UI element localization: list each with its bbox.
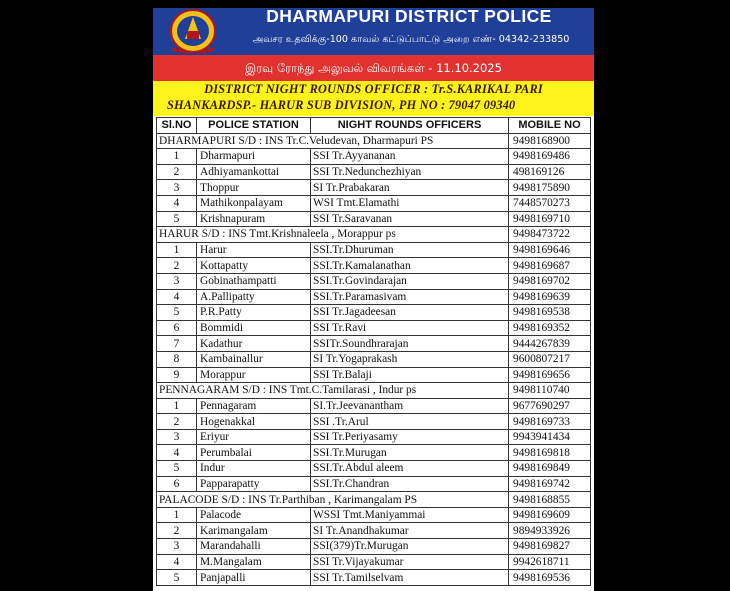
officer-name: SSITr.Soundhrarajan — [311, 336, 509, 352]
table-row — [157, 211, 591, 227]
officer-name: SSI.Tr.Kamalanathan — [311, 258, 509, 274]
officer-name: SSI Tr.Ayyananan — [311, 149, 509, 165]
serial-number: 5 — [157, 461, 197, 477]
serial-number: 3 — [157, 273, 197, 289]
serial-number: 5 — [157, 570, 197, 586]
serial-number: 1 — [157, 149, 197, 165]
mobile-number: 9942618711 — [509, 554, 591, 570]
mobile-number: 9498169710 — [509, 211, 591, 227]
page-title: DHARMAPURI DISTRICT POLICE — [266, 8, 552, 26]
mobile-number: 9600807217 — [509, 351, 591, 367]
table-row — [157, 476, 591, 492]
officer-name: SSI Tr.Tamilselvam — [311, 570, 509, 586]
section-row — [157, 227, 591, 243]
mobile-number: 9498169742 — [509, 476, 591, 492]
mobile-number: 9677690297 — [509, 398, 591, 414]
serial-number: 4 — [157, 195, 197, 211]
serial-number: 3 — [157, 539, 197, 555]
officer-name: SSI.Tr.Abdul aleem — [311, 461, 509, 477]
mobile-number: 9444267839 — [509, 336, 591, 352]
officer-name: SSI.Tr.Dhuruman — [311, 242, 509, 258]
header-banner — [153, 8, 594, 55]
police-document — [153, 8, 594, 591]
section-row — [157, 492, 591, 508]
officer-name: SSI Tr.Saravanan — [311, 211, 509, 227]
section-mobile: 9498168900 — [509, 133, 591, 149]
officer-name: SI Tr.Prabakaran — [311, 180, 509, 196]
table-row — [157, 445, 591, 461]
station-name: Kottapatty — [197, 258, 311, 274]
station-name: P.R.Patty — [197, 305, 311, 321]
serial-number: 8 — [157, 351, 197, 367]
police-emblem-icon — [163, 9, 223, 53]
section-title: PENNAGARAM S/D : INS Tmt.C.Tamilarasi , Indur ps — [157, 383, 509, 399]
officer-name: SSI Tr.Periyasamy — [311, 429, 509, 445]
table-row — [157, 242, 591, 258]
officer-name: SI Tr.Anandhakumar — [311, 523, 509, 539]
station-name: A.Pallipatty — [197, 289, 311, 305]
mobile-number: 9498169827 — [509, 539, 591, 555]
officer-name: SSI.Tr.Murugan — [311, 445, 509, 461]
table-row — [157, 195, 591, 211]
station-name: Bommidi — [197, 320, 311, 336]
serial-number: 4 — [157, 554, 197, 570]
section-title: DHARMAPURI S/D : INS Tr.C.Veludevan, Dharmapuri PS — [157, 133, 509, 149]
serial-number: 5 — [157, 211, 197, 227]
station-name: Harur — [197, 242, 311, 258]
table-row — [157, 273, 591, 289]
table-row — [157, 351, 591, 367]
mobile-number: 9894933926 — [509, 523, 591, 539]
station-name: Morappur — [197, 367, 311, 383]
table-row — [157, 258, 591, 274]
table-row — [157, 429, 591, 445]
station-name: Eriyur — [197, 429, 311, 445]
station-name: Marandahalli — [197, 539, 311, 555]
table-row — [157, 398, 591, 414]
officer-name: SSI Tr.Ravi — [311, 320, 509, 336]
table-row — [157, 305, 591, 321]
serial-number: 9 — [157, 367, 197, 383]
table-body — [157, 133, 591, 585]
officer-name: SSI Tr.Jagadeesan — [311, 305, 509, 321]
serial-number: 5 — [157, 305, 197, 321]
date-banner: இரவு ரோந்து அலுவல் விவரங்கள் - 11.10.2025 — [153, 55, 594, 81]
table-row — [157, 367, 591, 383]
station-name: Indur — [197, 461, 311, 477]
mobile-number: 9498169702 — [509, 273, 591, 289]
table-row — [157, 570, 591, 586]
mobile-number: 9498169687 — [509, 258, 591, 274]
table-row — [157, 336, 591, 352]
serial-number: 6 — [157, 476, 197, 492]
night-rounds-table — [156, 117, 591, 586]
mobile-number: 9498169639 — [509, 289, 591, 305]
mobile-number: 7448570273 — [509, 195, 591, 211]
station-name: Gobinathampatti — [197, 273, 311, 289]
mobile-number: 9498169486 — [509, 149, 591, 165]
table-row — [157, 461, 591, 477]
section-title: HARUR S/D : INS Tmt.Krishnaleela , Morappur ps — [157, 227, 509, 243]
station-name: Karimangalam — [197, 523, 311, 539]
table-row — [157, 320, 591, 336]
station-name: Krishnapuram — [197, 211, 311, 227]
officer-name: SSI.Tr.Chandran — [311, 476, 509, 492]
serial-number: 2 — [157, 523, 197, 539]
table-header-row — [157, 118, 591, 134]
col-header-officers: NIGHT ROUNDS OFFICERS — [311, 118, 509, 134]
section-title: PALACODE S/D : INS Tr.Parthiban , Karimangalam PS — [157, 492, 509, 508]
table-row — [157, 539, 591, 555]
station-name: Pennagaram — [197, 398, 311, 414]
mobile-number: 9498169609 — [509, 507, 591, 523]
station-name: Adhiyamankottai — [197, 164, 311, 180]
officer-name: SSI.Tr.Govindarajan — [311, 273, 509, 289]
mobile-number: 9498169538 — [509, 305, 591, 321]
officer-name: SSI(379)Tr.Murugan — [311, 539, 509, 555]
officer-name: SSI.Tr.Paramasivam — [311, 289, 509, 305]
col-header-station: POLICE STATION — [197, 118, 311, 134]
station-name: Panjapalli — [197, 570, 311, 586]
col-header-slno: Sl.NO — [157, 118, 197, 134]
station-name: Papparapatty — [197, 476, 311, 492]
station-name: Mathikonpalayam — [197, 195, 311, 211]
table-row — [157, 507, 591, 523]
station-name: Perumbalai — [197, 445, 311, 461]
station-name: Hogenakkal — [197, 414, 311, 430]
col-header-mobile: MOBILE NO — [509, 118, 591, 134]
serial-number: 4 — [157, 445, 197, 461]
station-name: Dharmapuri — [197, 149, 311, 165]
mobile-number: 9498175890 — [509, 180, 591, 196]
serial-number: 4 — [157, 289, 197, 305]
mobile-number: 9498169818 — [509, 445, 591, 461]
district-officer-line: DISTRICT NIGHT ROUNDS OFFICER : Tr.S.KARIKAL PARI — [204, 82, 543, 96]
station-name: Thoppur — [197, 180, 311, 196]
table-row — [157, 180, 591, 196]
mobile-number: 9498169352 — [509, 320, 591, 336]
helpline-text: அவசர உதவிக்கு-100 காவல் கட்டுப்பாட்டு அறை எண்- 04342-233850 — [252, 34, 570, 45]
subdivision-line: SHANKARDSP.- HARUR SUB DIVISION, PH NO : 79047 09340 — [167, 98, 516, 112]
section-row — [157, 383, 591, 399]
mobile-number: 498169126 — [509, 164, 591, 180]
station-name: Kambainallur — [197, 351, 311, 367]
serial-number: 6 — [157, 320, 197, 336]
table-row — [157, 149, 591, 165]
station-name: Kadathur — [197, 336, 311, 352]
table-row — [157, 289, 591, 305]
officer-name: SSI .Tr.Arul — [311, 414, 509, 430]
officer-banner — [153, 81, 594, 116]
officer-name: WSSI Tmt.Maniyammai — [311, 507, 509, 523]
mobile-number: 9498169733 — [509, 414, 591, 430]
table-row — [157, 414, 591, 430]
officer-name: SI Tr.Yogaprakash — [311, 351, 509, 367]
serial-number: 2 — [157, 164, 197, 180]
officer-name: SSI Tr.Balaji — [311, 367, 509, 383]
mobile-number: 9943941434 — [509, 429, 591, 445]
section-row — [157, 133, 591, 149]
serial-number: 1 — [157, 398, 197, 414]
officer-name: SSI Tr.Vijayakumar — [311, 554, 509, 570]
serial-number: 2 — [157, 258, 197, 274]
serial-number: 7 — [157, 336, 197, 352]
officer-name: WSI Tmt.Elamathi — [311, 195, 509, 211]
station-name: Palacode — [197, 507, 311, 523]
section-mobile: 9498110740 — [509, 383, 591, 399]
section-mobile: 9498473722 — [509, 227, 591, 243]
table-row — [157, 554, 591, 570]
mobile-number: 9498169536 — [509, 570, 591, 586]
mobile-number: 9498169656 — [509, 367, 591, 383]
serial-number: 3 — [157, 429, 197, 445]
serial-number: 3 — [157, 180, 197, 196]
mobile-number: 9498169849 — [509, 461, 591, 477]
serial-number: 1 — [157, 242, 197, 258]
officer-name: SSI Tr.Nedunchezhiyan — [311, 164, 509, 180]
section-mobile: 9498168855 — [509, 492, 591, 508]
station-name: M.Mangalam — [197, 554, 311, 570]
serial-number: 2 — [157, 414, 197, 430]
serial-number: 1 — [157, 507, 197, 523]
table-row — [157, 523, 591, 539]
officer-name: SI.Tr.Jeevanantham — [311, 398, 509, 414]
mobile-number: 9498169646 — [509, 242, 591, 258]
table-row — [157, 164, 591, 180]
